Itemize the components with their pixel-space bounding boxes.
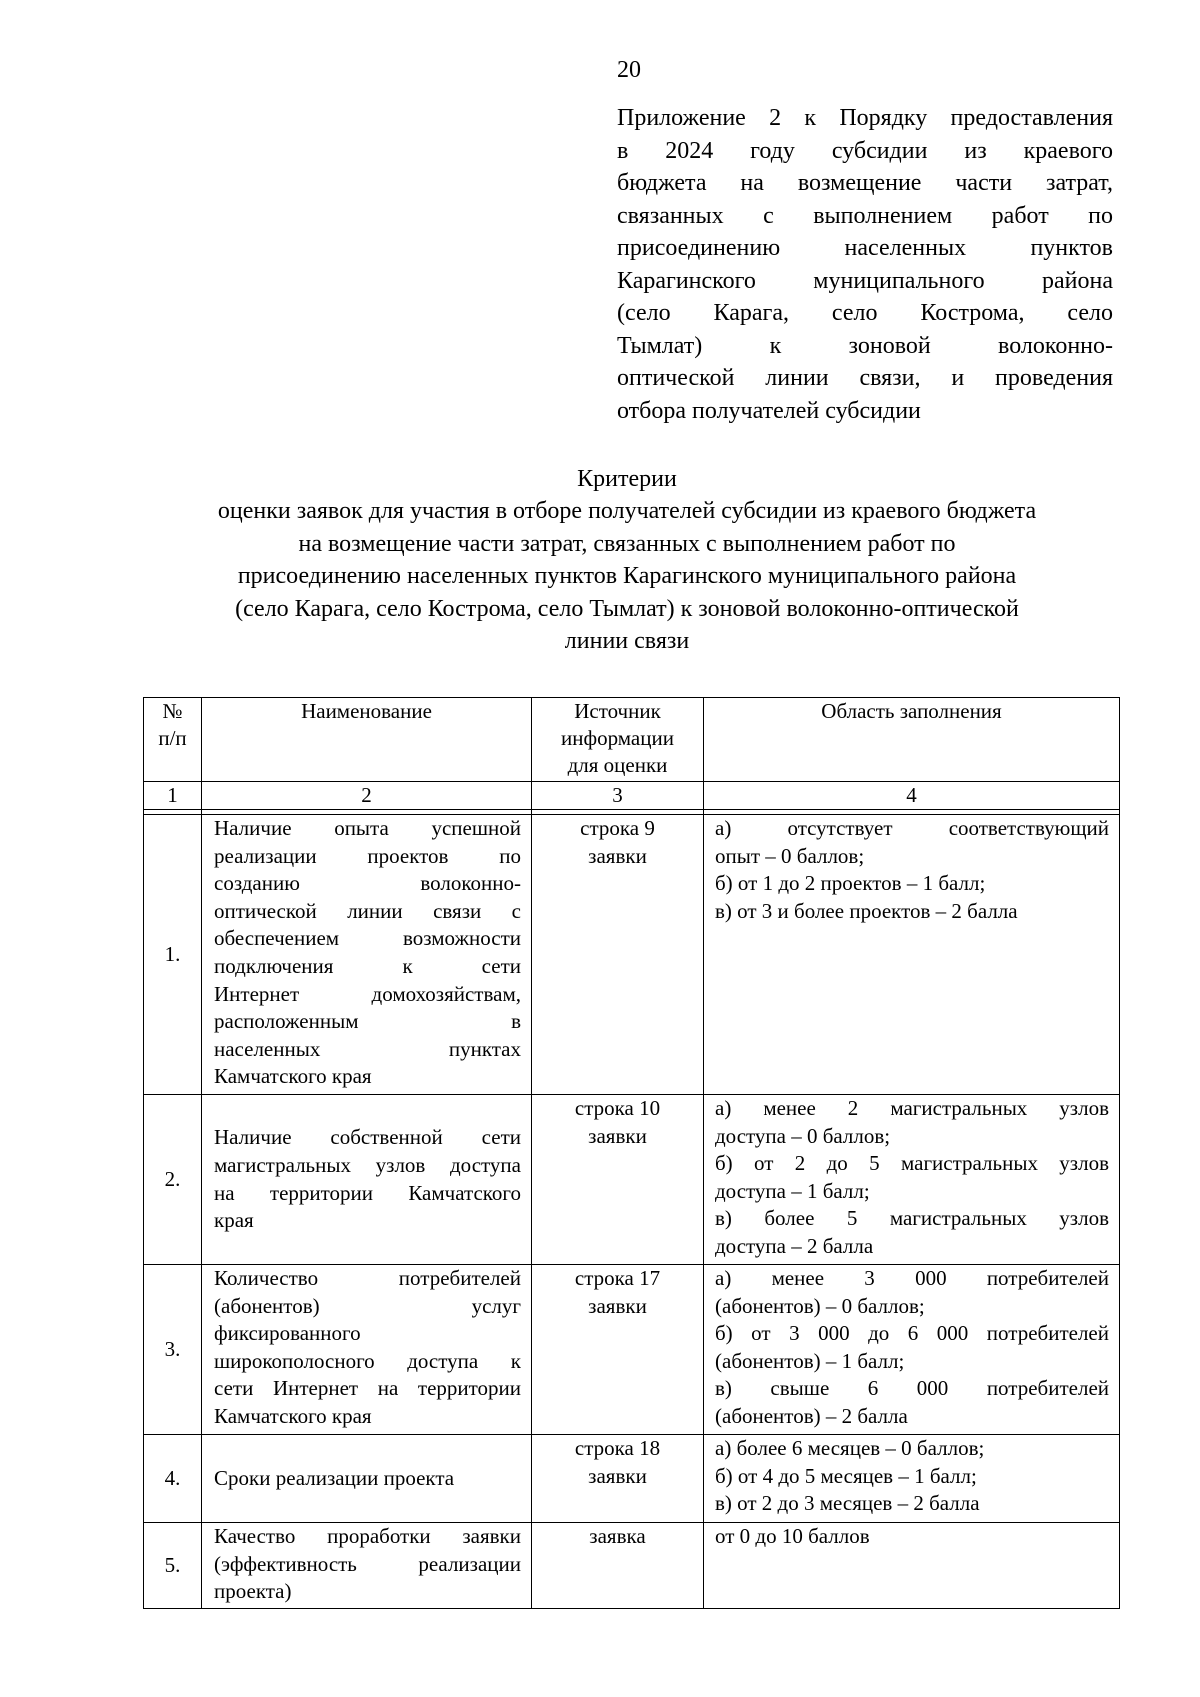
name-line: расположенным в — [214, 1009, 521, 1034]
table-row — [144, 1435, 1120, 1523]
header-num — [144, 698, 202, 782]
source-line: строка 18 — [574, 1436, 661, 1460]
source-line: заявка — [589, 1524, 646, 1548]
area-line: в) от 3 и более проектов – 2 балла — [715, 898, 1018, 923]
name-line: проекта) — [214, 1579, 292, 1604]
name-line: фиксированного — [214, 1321, 361, 1346]
row-number: 1. — [144, 815, 202, 1095]
area-line: б) от 4 до 5 месяцев – 1 балл; — [715, 1463, 977, 1488]
header-source-line: для оценки — [567, 753, 668, 777]
source-line: заявки — [588, 1123, 647, 1148]
name-line: созданию волоконно- — [214, 871, 521, 896]
header-source — [532, 698, 704, 782]
source-line: заявки — [588, 843, 647, 868]
title-line: присоединению населенных пунктов Карагинского муниципального района — [237, 563, 1017, 590]
area-line: доступа – 2 балла — [715, 1233, 874, 1258]
info-source — [532, 1265, 704, 1435]
criterion-name — [202, 1265, 532, 1435]
name-line: Количество потребителей — [214, 1266, 521, 1290]
title-line: оценки заявок для участия в отборе получателей субсидии из краевого бюджета — [217, 498, 1037, 525]
area-line: доступа – 1 балл; — [715, 1178, 870, 1203]
info-source — [532, 1523, 704, 1609]
criteria-table — [143, 697, 1120, 1609]
scoring-area — [704, 1265, 1120, 1435]
column-number-row — [144, 782, 1120, 810]
header-source-line: информации — [561, 726, 674, 750]
name-line: на территории Камчатского — [214, 1180, 521, 1205]
column-number: 4 — [704, 782, 1120, 810]
title-line: линии связи — [564, 628, 690, 655]
row-number: 3. — [144, 1265, 202, 1435]
area-line: в) свыше 6 000 потребителей — [715, 1376, 1109, 1401]
appendix-note — [617, 102, 1113, 427]
source-line: заявки — [588, 1293, 647, 1318]
name-line: реализации проектов по — [214, 843, 521, 868]
area-line: в) от 2 до 3 месяцев – 2 балла — [715, 1491, 980, 1516]
appendix-line: в 2024 году субсидии из краевого — [617, 137, 1113, 164]
source-line: заявки — [588, 1463, 647, 1488]
table-header-row — [144, 698, 1120, 782]
area-line: (абонентов) – 2 балла — [715, 1403, 908, 1428]
table-row — [144, 1095, 1120, 1265]
area-line: б) от 2 до 5 магистральных узлов — [715, 1151, 1109, 1176]
area-line: (абонентов) – 1 балл; — [715, 1348, 905, 1373]
name-line: (эффективность реализации — [214, 1551, 521, 1576]
name-line: широкополосного доступа к — [214, 1348, 521, 1373]
area-line: опыт – 0 баллов; — [715, 843, 865, 868]
criterion-name — [202, 1095, 532, 1265]
table-row — [144, 1265, 1120, 1435]
area-line: а) менее 2 магистральных узлов — [715, 1096, 1109, 1120]
row-number: 5. — [144, 1523, 202, 1609]
source-line: строка 17 — [574, 1266, 661, 1290]
name-line: Наличие опыта успешной — [214, 816, 521, 840]
column-number: 2 — [202, 782, 532, 810]
appendix-line: оптической линии связи, и проведения — [617, 365, 1113, 391]
name-line: населенных пунктах — [214, 1036, 521, 1061]
name-line: сети Интернет на территории — [214, 1376, 521, 1401]
area-line: б) от 3 000 до 6 000 потребителей — [715, 1321, 1109, 1346]
source-line: строка 9 — [580, 816, 655, 840]
name-line: Камчатского края — [214, 1064, 372, 1089]
info-source — [532, 815, 704, 1095]
area-line: а) менее 3 000 потребителей — [715, 1266, 1109, 1290]
table-row — [144, 1523, 1120, 1609]
area-line: доступа – 0 баллов; — [715, 1123, 891, 1148]
appendix-line: отбора получателей субсидии — [617, 397, 921, 424]
area-line: от 0 до 10 баллов — [715, 1524, 870, 1548]
name-line: магистральных узлов доступа — [214, 1152, 521, 1177]
title-heading: Критерии — [577, 466, 677, 492]
criterion-name — [202, 815, 532, 1095]
column-number: 1 — [144, 782, 202, 810]
name-line: Камчатского края — [214, 1403, 372, 1428]
info-source — [532, 1095, 704, 1265]
header-area: Область заполнения — [704, 698, 1120, 782]
document-title — [135, 463, 1119, 657]
page-number: 20 — [617, 57, 641, 83]
header-num-line: № — [162, 699, 183, 723]
column-number: 3 — [532, 782, 704, 810]
name-line: оптической линии связи с — [214, 898, 521, 923]
scoring-area — [704, 1435, 1120, 1523]
name-line: обеспечением возможности — [214, 926, 521, 951]
header-name: Наименование — [202, 698, 532, 782]
table-row — [144, 815, 1120, 1095]
name-line: (абонентов) услуг — [214, 1293, 521, 1318]
appendix-line: Карагинского муниципального района — [617, 267, 1113, 294]
info-source — [532, 1435, 704, 1523]
name-line: Наличие собственной сети — [214, 1125, 521, 1150]
name-line: Качество проработки заявки — [214, 1524, 521, 1548]
appendix-line: бюджета на возмещение части затрат, — [617, 170, 1113, 196]
appendix-line: связанных с выполнением работ по — [617, 202, 1113, 229]
area-line: (абонентов) – 0 баллов; — [715, 1293, 925, 1318]
scoring-area — [704, 1095, 1120, 1265]
scoring-area — [704, 1523, 1120, 1609]
appendix-line: (село Карага, село Кострома, село — [617, 300, 1113, 326]
name-line: Интернет домохозяйствам, — [214, 981, 521, 1006]
criterion-name — [202, 1435, 532, 1523]
scoring-area — [704, 815, 1120, 1095]
area-line: б) от 1 до 2 проектов – 1 балл; — [715, 871, 986, 896]
row-number: 4. — [144, 1435, 202, 1523]
header-source-line: Источник — [574, 699, 661, 723]
appendix-line: Тымлат) к зоновой волоконно- — [617, 332, 1113, 359]
appendix-line: присоединению населенных пунктов — [617, 235, 1113, 261]
name-line: Сроки реализации проекта — [214, 1465, 455, 1490]
row-number: 2. — [144, 1095, 202, 1265]
name-line: края — [214, 1208, 254, 1233]
name-line: подключения к сети — [214, 953, 521, 978]
source-line: строка 10 — [574, 1096, 661, 1120]
title-line: (село Карага, село Кострома, село Тымлат) к зоновой волоконно-оптической — [235, 595, 1019, 622]
appendix-line: Приложение 2 к Порядку предоставления — [617, 105, 1113, 131]
criterion-name — [202, 1523, 532, 1609]
area-line: а) более 6 месяцев – 0 баллов; — [715, 1436, 985, 1460]
header-num-line: п/п — [158, 726, 187, 750]
title-line: на возмещение части затрат, связанных с выполнением работ по — [298, 530, 956, 557]
area-line: а) отсутствует соответствующий — [715, 816, 1109, 840]
area-line: в) более 5 магистральных узлов — [715, 1206, 1109, 1231]
